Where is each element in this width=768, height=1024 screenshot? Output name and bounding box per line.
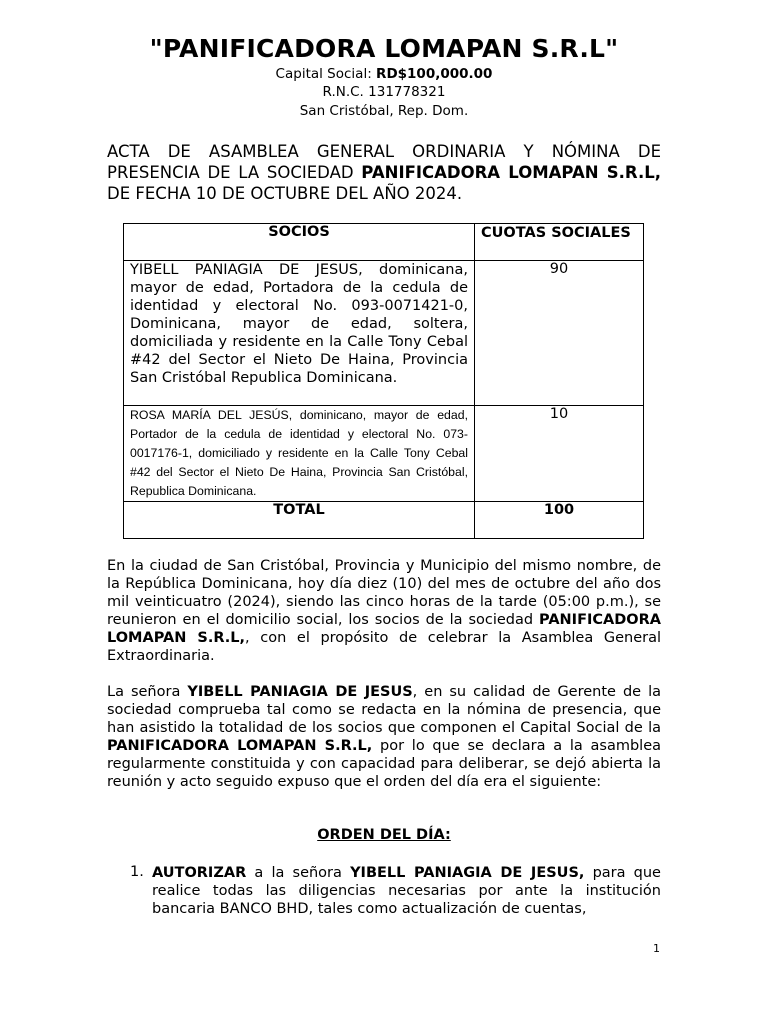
paragraph2-text-1: La señora — [107, 684, 188, 700]
paragraph2-text-3: por lo que se declara a la asamblea regularmente constituida y con capacidad para deliberar, se dejó abierta la reunión y acto seguido expuso que el orden del día era el siguiente: — [107, 738, 661, 790]
table-header-row — [124, 224, 644, 261]
orden-del-dia-heading: ORDEN DEL DÍA: — [317, 827, 451, 843]
paragraph1-text-1: En la ciudad de San Cristóbal, Provincia y Municipio del mismo nombre, de la República Dominicana, hoy día diez (10) del mes de octubre del año dos mil veinticuatro (2024), siendo las cinco horas de la tarde (05:00 p.m.), se reunieron en el domicilio social, los socios de la sociedad — [107, 558, 661, 628]
agenda-item-text-1: a la señora — [246, 865, 351, 881]
acta-heading — [107, 141, 661, 204]
capital-social-line — [0, 66, 768, 82]
agenda-item-verb: AUTORIZAR — [152, 865, 247, 881]
header-cuotas: CUOTAS SOCIALES — [475, 224, 644, 261]
paragraph-quorum — [107, 683, 661, 791]
table-row — [124, 406, 644, 502]
paragraph1-text-2: , con el propósito de celebrar la Asamblea General Extraordinaria. — [107, 630, 661, 664]
total-value: 100 — [475, 502, 644, 539]
acta-text-1: ACTA DE ASAMBLEA GENERAL ORDINARIA Y NÓMINA DE PRESENCIA DE LA SOCIEDAD — [107, 142, 661, 182]
agenda-item-number: 1. — [130, 864, 144, 880]
socio-cell: YIBELL PANIAGIA DE JESUS, dominicana, mayor de edad, Portadora de la cedula de identidad y electoral No. 093-0071421-0, Dominicana, mayor de edad, soltera, domiciliada y residente en la Calle Tony Cebal #42 del Sector el Nieto De Haina, Provincia San Cristóbal Republica Dominicana. — [124, 261, 475, 406]
company-title: "PANIFICADORA LOMAPAN S.R.L" — [149, 34, 619, 63]
paragraph2-name: YIBELL PANIAGIA DE JESUS — [187, 684, 413, 700]
acta-text-2: DE FECHA 10 DE OCTUBRE DEL AÑO 2024. — [107, 184, 463, 203]
paragraph2-text-2: , en su calidad de Gerente de la sociedad comprueba tal como se redacta en la nómina de presencia, que han asistido la totalidad de los socios que componen el Capital Social de la — [107, 684, 661, 736]
cuotas-cell: 10 — [475, 406, 644, 502]
table-row — [124, 261, 644, 406]
socios-table — [123, 223, 644, 539]
paragraph-meeting — [107, 557, 661, 665]
total-label: TOTAL — [124, 502, 475, 539]
socio-cell: ROSA MARÍA DEL JESÚS, dominicano, mayor de edad, Portador de la cedula de identidad y electoral No. 073-0017176-1, domiciliado y residente en la Calle Tony Cebal #42 del Sector el Nieto De Haina, Provincia San Cristóbal, Republica Dominicana. — [124, 406, 475, 502]
location-line: San Cristóbal, Rep. Dom. — [299, 103, 469, 119]
capital-label: Capital Social: — [275, 66, 377, 82]
page-number: 1 — [653, 942, 660, 955]
header-socios: SOCIOS — [124, 224, 475, 261]
rnc-line: R.N.C. 131778321 — [322, 84, 446, 100]
total-row — [124, 502, 644, 539]
capital-value: RD$100,000.00 — [376, 66, 493, 82]
cuotas-cell: 90 — [475, 261, 644, 406]
agenda-item — [152, 864, 661, 918]
agenda-item-name: YIBELL PANIAGIA DE JESUS, — [350, 865, 585, 881]
paragraph1-company: PANIFICADORA LOMAPAN S.R.L, — [107, 612, 661, 646]
paragraph2-company: PANIFICADORA LOMAPAN S.R.L, — [107, 738, 373, 754]
acta-company: PANIFICADORA LOMAPAN S.R.L, — [361, 163, 661, 182]
agenda-item-text-2: para que realice todas las diligencias necesarias por ante la institución bancaria BANCO BHD, tales como actualización de cuentas, — [152, 865, 661, 917]
